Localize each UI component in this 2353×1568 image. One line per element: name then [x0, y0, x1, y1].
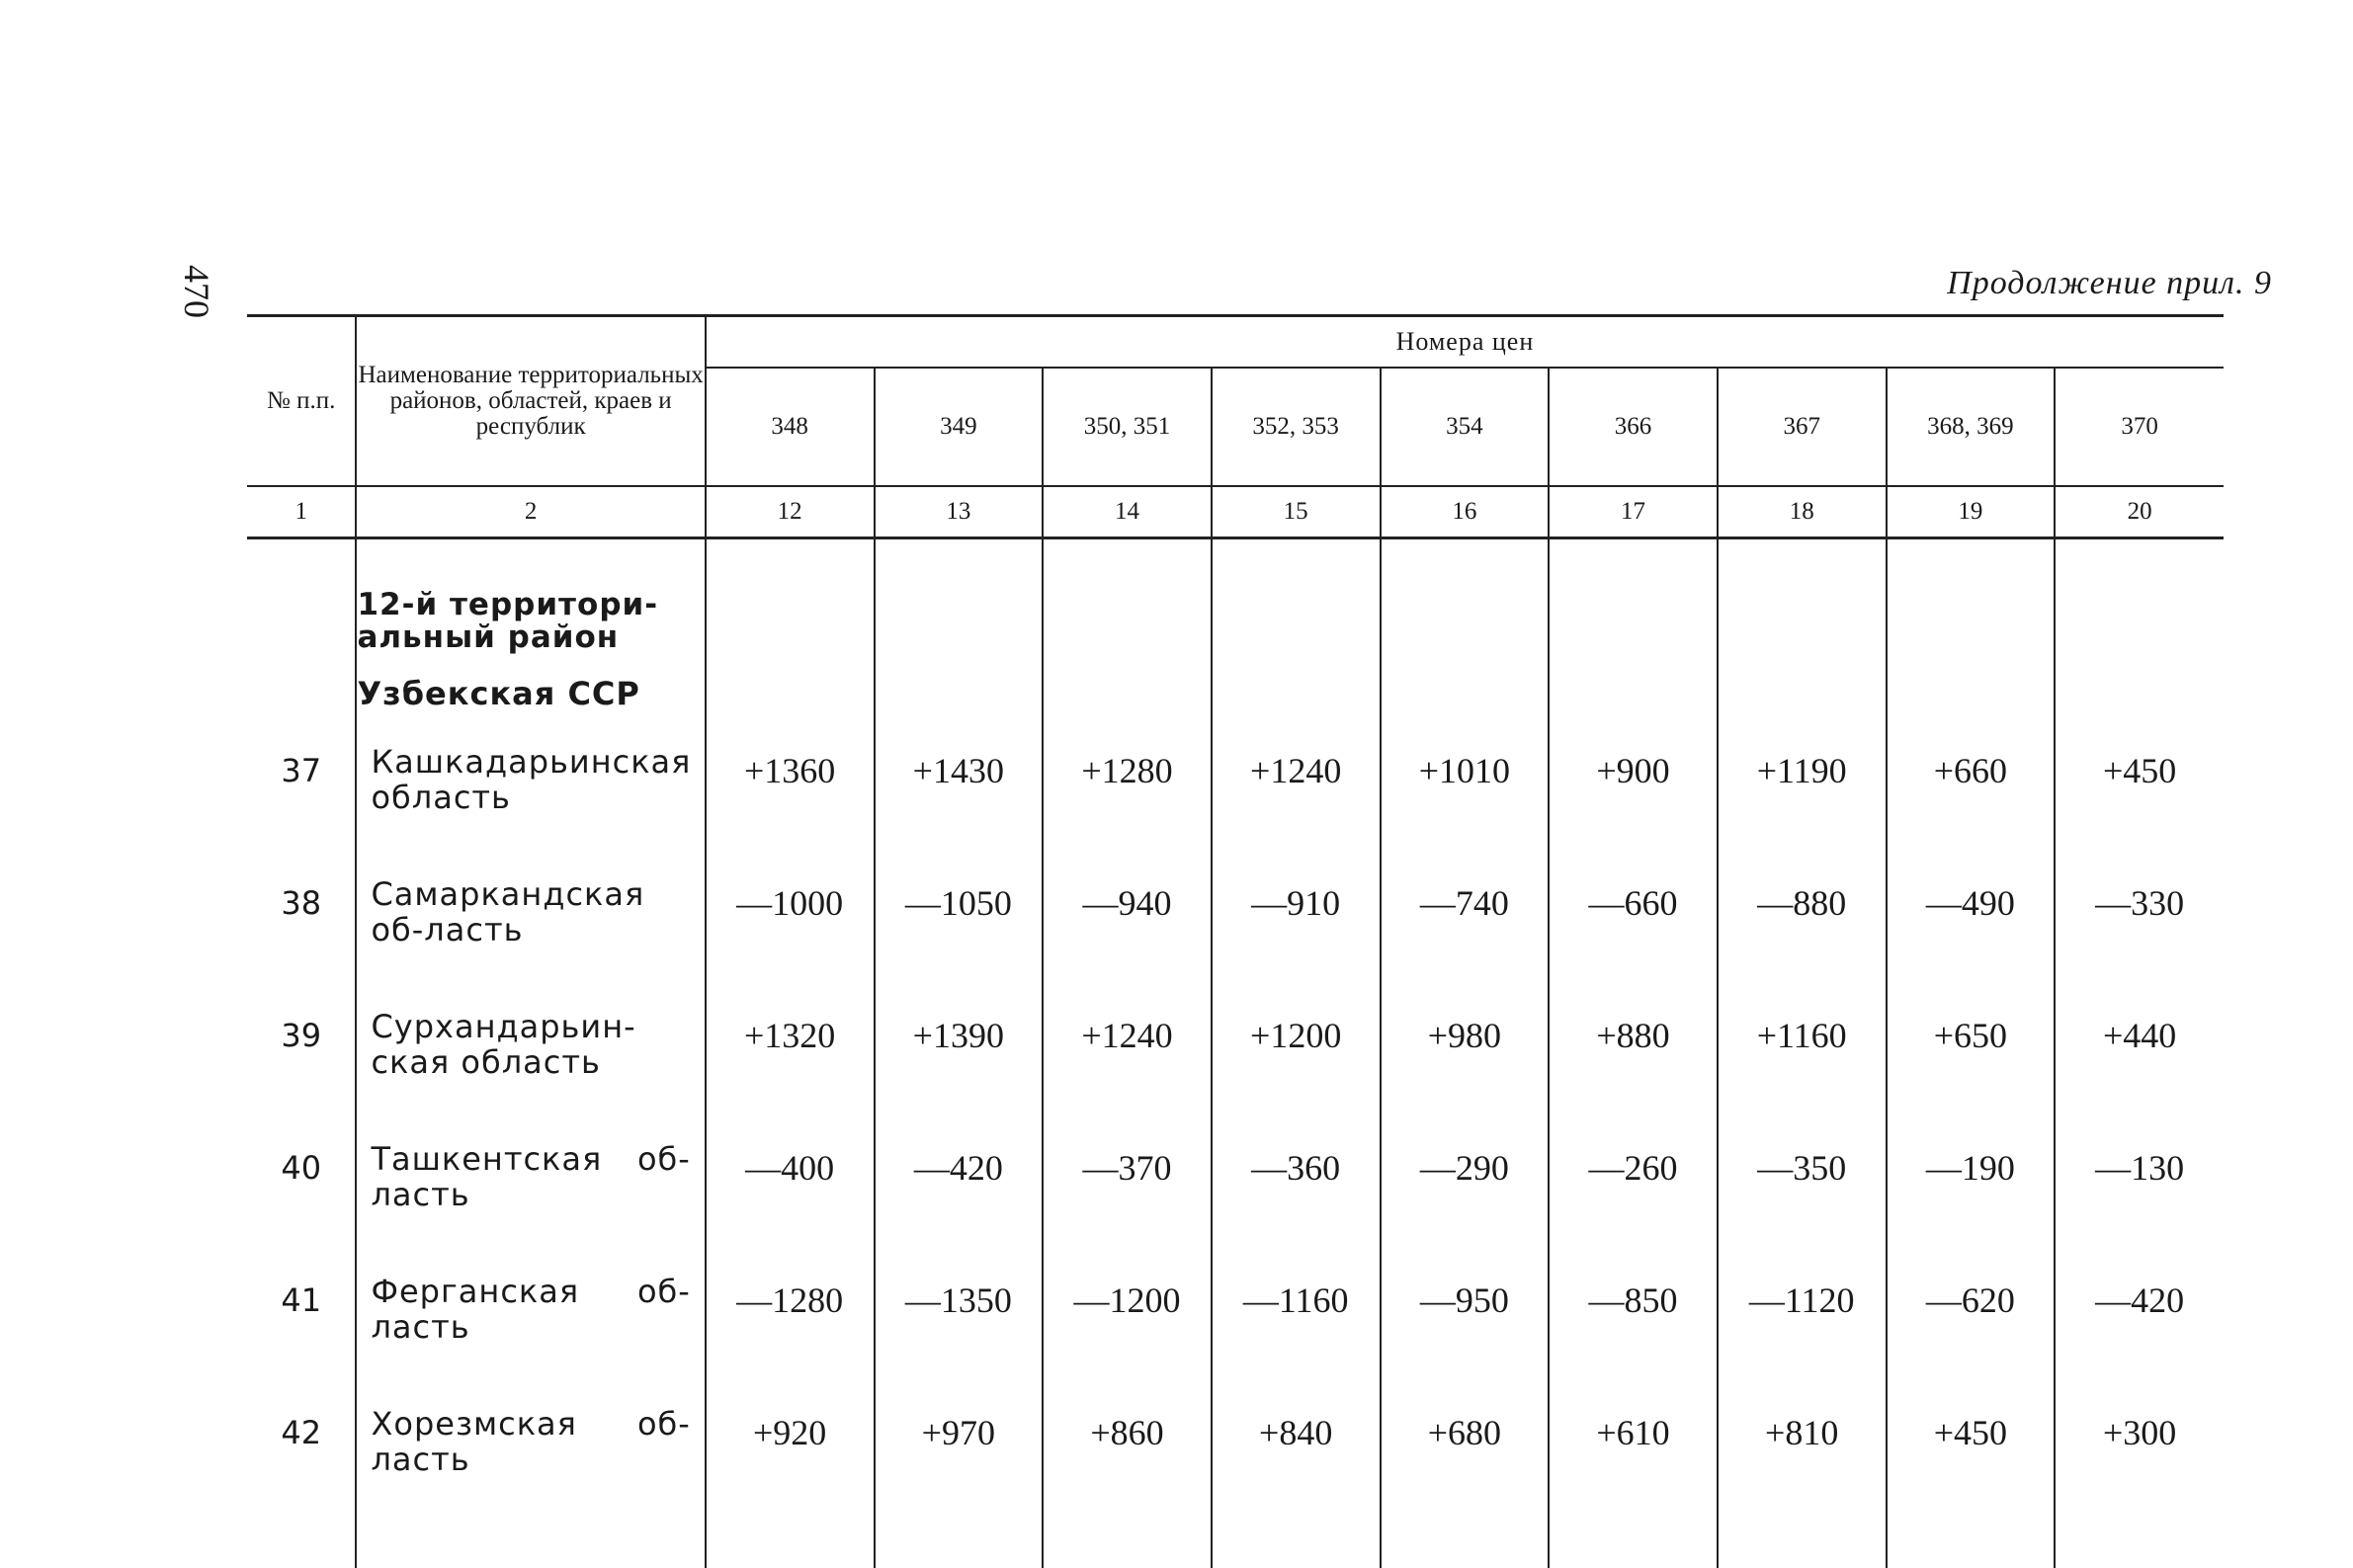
row-number: 38 — [247, 867, 356, 999]
price-value-cell: —350 — [1718, 1131, 1887, 1264]
row-name: Хорезмская об-ласть — [356, 1396, 705, 1528]
price-value-cell: +1390 — [875, 999, 1044, 1131]
row-name: Кашкадарьинская область — [356, 734, 705, 867]
price-value-cell: +1200 — [1212, 999, 1381, 1131]
table-row — [247, 999, 2224, 1131]
price-value-cell: +610 — [1549, 1396, 1718, 1528]
price-value-cell: —370 — [1043, 1131, 1212, 1264]
table-row — [247, 734, 2224, 867]
price-value-cell: —1000 — [706, 867, 875, 999]
price-value-cell: —1050 — [875, 867, 1044, 999]
price-value-cell: —740 — [1381, 867, 1550, 999]
row-number: 39 — [247, 999, 356, 1131]
column-index-cell: 20 — [2055, 486, 2224, 538]
price-value-cell: +440 — [2055, 999, 2224, 1131]
price-value-cell: —130 — [2055, 1131, 2224, 1264]
bottom-spacer-row — [247, 1528, 2224, 1568]
column-index-cell: 17 — [1549, 486, 1718, 538]
spacer-row — [247, 538, 2224, 590]
price-value-cell: —260 — [1549, 1131, 1718, 1264]
price-value-cell: +450 — [2055, 734, 2224, 867]
table-row — [247, 1264, 2224, 1396]
price-value-cell: +970 — [875, 1396, 1044, 1528]
price-value-cell: —880 — [1718, 867, 1887, 999]
row-name: Ташкентская об-ласть — [356, 1131, 705, 1264]
price-value-cell: +810 — [1718, 1396, 1887, 1528]
row-number: 37 — [247, 734, 356, 867]
price-value-cell: +860 — [1043, 1396, 1212, 1528]
header-price-group: Номера цен — [706, 316, 2224, 369]
price-value-cell: —1200 — [1043, 1264, 1212, 1396]
row-name: Самаркандская об-ласть — [356, 867, 705, 999]
price-value-cell: —290 — [1381, 1131, 1550, 1264]
column-index-cell: 19 — [1887, 486, 2056, 538]
price-value-cell: +980 — [1381, 999, 1550, 1131]
price-value-cell: +1280 — [1043, 734, 1212, 867]
table-row — [247, 1131, 2224, 1264]
region-row — [247, 589, 2224, 653]
price-value-cell: —1120 — [1718, 1264, 1887, 1396]
price-value-cell: —1280 — [706, 1264, 875, 1396]
price-value-cell: —940 — [1043, 867, 1212, 999]
price-value-cell: +300 — [2055, 1396, 2224, 1528]
column-index-cell: 15 — [1212, 486, 1381, 538]
price-value-cell: —400 — [706, 1131, 875, 1264]
price-column-header: 352, 353 — [1212, 368, 1381, 486]
price-column-header: 368, 369 — [1887, 368, 2056, 486]
price-column-header: 366 — [1549, 368, 1718, 486]
price-value-cell: +920 — [706, 1396, 875, 1528]
price-value-cell: —490 — [1887, 867, 2056, 999]
price-value-cell: +880 — [1549, 999, 1718, 1131]
price-value-cell: +1010 — [1381, 734, 1550, 867]
price-value-cell: +680 — [1381, 1396, 1550, 1528]
column-index-cell: 13 — [875, 486, 1044, 538]
column-index-cell: 14 — [1043, 486, 1212, 538]
header-name: Наименование территориальных районов, областей, краев и республик — [356, 316, 705, 487]
table-row — [247, 1396, 2224, 1528]
republic-title: Узбекская ССР — [356, 653, 705, 734]
row-number: 41 — [247, 1264, 356, 1396]
header-num: № п.п. — [247, 316, 356, 487]
column-index-cell: 12 — [706, 486, 875, 538]
price-value-cell: +1360 — [706, 734, 875, 867]
price-value-cell: +900 — [1549, 734, 1718, 867]
price-value-cell: +1160 — [1718, 999, 1887, 1131]
table-row — [247, 867, 2224, 999]
column-index-cell: 1 — [247, 486, 356, 538]
price-value-cell: —330 — [2055, 867, 2224, 999]
price-value-cell: —850 — [1549, 1264, 1718, 1396]
price-value-cell: —190 — [1887, 1131, 2056, 1264]
republic-row — [247, 653, 2224, 734]
price-column-header: 350, 351 — [1043, 368, 1212, 486]
price-column-header: 370 — [2055, 368, 2224, 486]
column-index-cell: 18 — [1718, 486, 1887, 538]
price-value-cell: +1430 — [875, 734, 1044, 867]
price-value-cell: —1160 — [1212, 1264, 1381, 1396]
region-title: 12-й территори-альный район — [356, 589, 705, 653]
price-column-header: 348 — [706, 368, 875, 486]
row-number: 42 — [247, 1396, 356, 1528]
row-name: Сурхандарьин-ская область — [356, 999, 705, 1131]
price-value-cell: +1240 — [1212, 734, 1381, 867]
row-number: 40 — [247, 1131, 356, 1264]
price-value-cell: +650 — [1887, 999, 2056, 1131]
column-index-row — [247, 486, 2224, 538]
table-body — [247, 538, 2224, 1568]
price-value-cell: —950 — [1381, 1264, 1550, 1396]
price-value-cell: —360 — [1212, 1131, 1381, 1264]
price-value-cell: +1240 — [1043, 999, 1212, 1131]
price-value-cell: —910 — [1212, 867, 1381, 999]
price-value-cell: —420 — [875, 1131, 1044, 1264]
column-index-cell: 16 — [1381, 486, 1550, 538]
price-value-cell: +660 — [1887, 734, 2056, 867]
price-value-cell: —660 — [1549, 867, 1718, 999]
price-value-cell: —1350 — [875, 1264, 1044, 1396]
price-value-cell: +450 — [1887, 1396, 2056, 1528]
row-name: Ферганская об-ласть — [356, 1264, 705, 1396]
price-column-header: 367 — [1718, 368, 1887, 486]
price-value-cell: +1320 — [706, 999, 875, 1131]
price-value-cell: +840 — [1212, 1396, 1381, 1528]
price-value-cell: —420 — [2055, 1264, 2224, 1396]
column-index-cell: 2 — [356, 486, 705, 538]
price-value-cell: —620 — [1887, 1264, 2056, 1396]
page-number: 470 — [176, 265, 217, 318]
price-column-header: 349 — [875, 368, 1044, 486]
price-column-header: 354 — [1381, 368, 1550, 486]
price-value-cell: +1190 — [1718, 734, 1887, 867]
price-adjustment-table — [247, 314, 2224, 1568]
table-header — [247, 316, 2224, 538]
continuation-note: Продолжение прил. 9 — [1947, 265, 2272, 302]
